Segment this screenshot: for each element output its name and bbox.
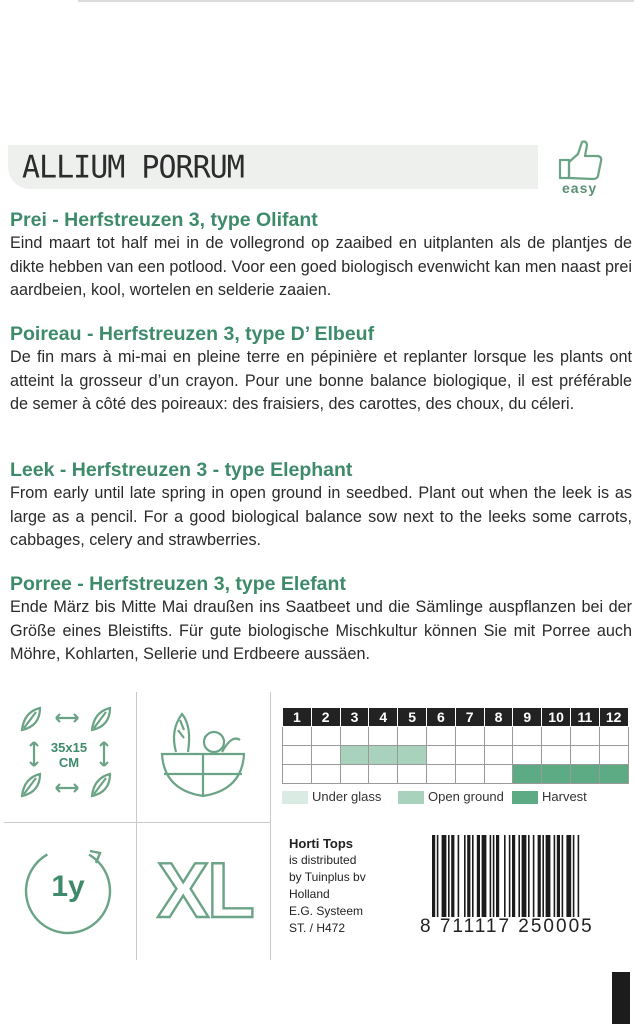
legend-swatch-under-glass bbox=[282, 791, 308, 804]
month-header: 7 bbox=[455, 708, 484, 727]
barcode-bar bbox=[557, 835, 560, 917]
section-heading: Porree - Herfstreuzen 3, type Elefant bbox=[10, 573, 346, 595]
month-header: 3 bbox=[340, 708, 369, 727]
barcode-bar bbox=[467, 835, 470, 917]
calendar-row-harvest bbox=[283, 765, 629, 784]
spacing-unit: CM bbox=[58, 755, 80, 770]
icon-grid-divider bbox=[136, 692, 137, 960]
barcode-bar bbox=[509, 835, 511, 917]
distributor-info bbox=[289, 835, 366, 937]
barcode-bar bbox=[432, 835, 435, 917]
distributor-line: E.G. Systeem bbox=[289, 904, 364, 918]
section-heading: Prei - Herfstreuzen 3, type Olifant bbox=[10, 209, 318, 231]
size-label: XL bbox=[157, 846, 253, 934]
spacing-value: 35x15 bbox=[50, 740, 88, 755]
icon-grid-divider bbox=[270, 692, 271, 960]
barcode-bar bbox=[562, 835, 564, 917]
legend-label: Open ground bbox=[428, 789, 504, 804]
section-heading: Leek - Herfstreuzen 3 - type Elephant bbox=[10, 459, 353, 481]
lifecycle-label: 1y bbox=[51, 870, 85, 903]
month-header: 2 bbox=[311, 708, 340, 727]
barcode-bar bbox=[448, 835, 450, 917]
barcode-bar bbox=[496, 835, 499, 917]
month-header: 4 bbox=[369, 708, 398, 727]
month-header: 6 bbox=[426, 708, 455, 727]
month-header: 8 bbox=[484, 708, 513, 727]
section-body: Ende März bis Mitte Mai draußen ins Saatbeet und die Sämlinge auspflanzen bei der Größe eines Bleistifts. Für gute biologische Mischkultur können Sie mit Porree auch Möhre, Kohlarten, Sellerie und Erdbeere aussäen. bbox=[10, 598, 632, 663]
section-body: From early until late spring in open ground in seedbed. Plant out when the leek is as large as a pencil. For a good biological balance sow next to the leeks some carrots, cabbages, celery and strawberries. bbox=[10, 484, 632, 549]
barcode-bar bbox=[458, 835, 460, 917]
section-french bbox=[10, 322, 632, 417]
section-english bbox=[10, 458, 632, 553]
barcode-bar bbox=[472, 835, 474, 917]
barcode-bar bbox=[578, 835, 580, 917]
barcode-bar bbox=[542, 835, 544, 917]
barcode-bar bbox=[518, 835, 520, 917]
month-header: 9 bbox=[513, 708, 542, 727]
legend-swatch-harvest bbox=[512, 791, 538, 804]
section-heading: Poireau - Herfstreuzen 3, type D’ Elbeuf bbox=[10, 323, 375, 345]
month-header: 1 bbox=[283, 708, 312, 727]
barcode-bar bbox=[538, 835, 541, 917]
month-header: 12 bbox=[599, 708, 628, 727]
barcode-bar bbox=[437, 835, 439, 917]
distributor-line: is distributed bbox=[289, 853, 357, 867]
brand-name: Horti Tops bbox=[289, 836, 354, 851]
edge-marker bbox=[612, 972, 630, 1024]
barcode-bar bbox=[482, 835, 487, 917]
barcode-bar bbox=[522, 835, 527, 917]
barcode-bar bbox=[573, 835, 575, 917]
section-body: De fin mars à mi-mai en pleine terre en pépinière et replanter lorsque les plants ont atteint la grosseur d’un crayon. Pour une bonne balance biologique, il est préférable de semer à côté des poireaux: des fraisiers, des carottes, des choux, du céleri. bbox=[10, 348, 632, 413]
barcode-number: 8 711117 250005 bbox=[420, 916, 594, 937]
barcode-bar bbox=[512, 835, 515, 917]
barcode-bar bbox=[442, 835, 447, 917]
calendar-row-open-ground bbox=[283, 746, 629, 765]
legend-swatch-open-ground bbox=[398, 791, 424, 804]
species-title: ALLIUM PORRUM bbox=[22, 149, 244, 186]
top-divider bbox=[78, 0, 634, 2]
distributor-line: ST. / H472 bbox=[289, 921, 346, 935]
spacing-label bbox=[34, 740, 104, 770]
barcode-bar bbox=[451, 835, 454, 917]
section-german bbox=[10, 572, 632, 667]
section-dutch bbox=[10, 208, 632, 303]
legend-label: Harvest bbox=[542, 789, 587, 804]
vegetable-bowl-icon bbox=[152, 700, 256, 810]
barcode-bar bbox=[546, 835, 551, 917]
month-header: 10 bbox=[542, 708, 571, 727]
section-body: Eind maart tot half mei in de vollegrond op zaaibed en uitplanten als de plantjes de dikte hebben van een potlood. Voor een goed biologisch evenwicht kan men naast prei aardbeien, kool, wortelen en selderie zaaien. bbox=[10, 234, 632, 299]
easy-label: easy bbox=[562, 180, 598, 196]
barcode-bar bbox=[566, 835, 571, 917]
barcode-bar bbox=[504, 835, 506, 917]
barcode-bar bbox=[554, 835, 556, 917]
legend-label: Under glass bbox=[312, 789, 382, 804]
barcode-bar bbox=[490, 835, 492, 917]
calendar-row-under-glass bbox=[283, 727, 629, 746]
barcode-bar bbox=[493, 835, 495, 917]
icon-grid-divider bbox=[4, 822, 270, 823]
month-header: 5 bbox=[398, 708, 427, 727]
distributor-line: Holland bbox=[289, 887, 330, 901]
barcode-bar bbox=[477, 835, 480, 917]
barcode-bar bbox=[533, 835, 535, 917]
distributor-line: by Tuinplus bv bbox=[289, 870, 366, 884]
month-header: 11 bbox=[570, 708, 599, 727]
sowing-calendar bbox=[282, 707, 629, 784]
barcode bbox=[432, 835, 630, 917]
barcode-bar bbox=[464, 835, 466, 917]
barcode-bar bbox=[528, 835, 530, 917]
